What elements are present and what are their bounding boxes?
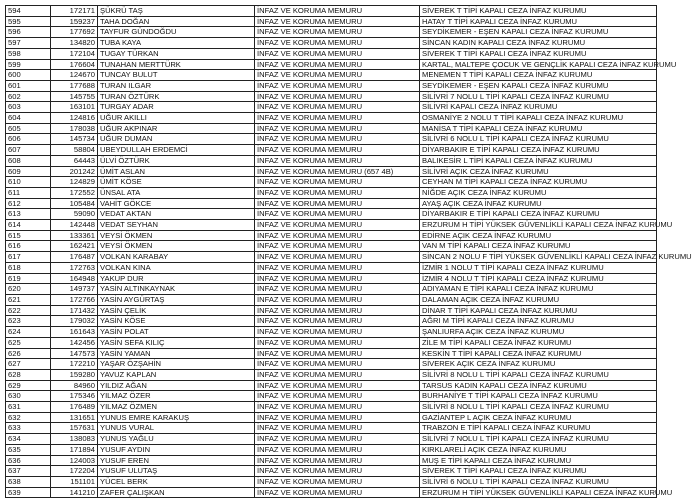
job-title-cell: İNFAZ VE KORUMA MEMURU — [255, 423, 420, 434]
institution-cell: SİVEREK T TİPİ KAPALI CEZA İNFAZ KURUMU — [420, 466, 657, 477]
institution-cell: SİLİVRİ 8 NOLU L TİPİ KAPALI CEZA İNFAZ KURUMU — [420, 402, 657, 413]
full-name-cell: VOLKAN KARABAY — [98, 252, 255, 263]
institution-cell: DİYARBAKIR E TİPİ KAPALI CEZA İNFAZ KURUMU — [420, 145, 657, 156]
job-title-cell: İNFAZ VE KORUMA MEMURU — [255, 155, 420, 166]
registry-number-cell: 172171 — [51, 6, 98, 17]
table-row — [6, 16, 657, 27]
registry-number-cell: 164948 — [51, 273, 98, 284]
institution-cell: NİĞDE AÇIK CEZA İNFAZ KURUMU — [420, 187, 657, 198]
job-title-cell: İNFAZ VE KORUMA MEMURU — [255, 380, 420, 391]
full-name-cell: YUSUF EREN — [98, 455, 255, 466]
job-title-cell: İNFAZ VE KORUMA MEMURU — [255, 16, 420, 27]
registry-number-cell: 145755 — [51, 91, 98, 102]
full-name-cell: VEDAT AKTAN — [98, 209, 255, 220]
registry-number-cell: 124829 — [51, 177, 98, 188]
row-number-cell: 601 — [6, 80, 51, 91]
job-title-cell: İNFAZ VE KORUMA MEMURU — [255, 48, 420, 59]
registry-number-cell: 176604 — [51, 59, 98, 70]
personnel-table — [5, 5, 692, 498]
registry-number-cell: 175346 — [51, 391, 98, 402]
full-name-cell: UĞUR AKILLI — [98, 113, 255, 124]
institution-cell: AĞRI M TİPİ KAPALI CEZA İNFAZ KURUMU — [420, 316, 657, 327]
job-title-cell: İNFAZ VE KORUMA MEMURU — [255, 145, 420, 156]
row-number-cell: 607 — [6, 145, 51, 156]
registry-number-cell: 147573 — [51, 348, 98, 359]
table-row — [6, 327, 657, 338]
table-row — [6, 38, 657, 49]
registry-number-cell: 201242 — [51, 166, 98, 177]
table-row — [6, 48, 657, 59]
institution-cell: TRABZON E TİPİ KAPALI CEZA İNFAZ KURUMU — [420, 423, 657, 434]
institution-cell: SEYDİKEMER - EŞEN KAPALI CEZA İNFAZ KURUMU — [420, 80, 657, 91]
row-number-cell: 623 — [6, 316, 51, 327]
full-name-cell: YAKUP DUR — [98, 273, 255, 284]
row-number-cell: 608 — [6, 155, 51, 166]
row-number-cell: 639 — [6, 487, 51, 498]
row-number-cell: 628 — [6, 369, 51, 380]
registry-number-cell: 133361 — [51, 230, 98, 241]
job-title-cell: İNFAZ VE KORUMA MEMURU — [255, 220, 420, 231]
job-title-cell: İNFAZ VE KORUMA MEMURU — [255, 177, 420, 188]
job-title-cell: İNFAZ VE KORUMA MEMURU — [255, 359, 420, 370]
job-title-cell: İNFAZ VE KORUMA MEMURU — [255, 241, 420, 252]
job-title-cell: İNFAZ VE KORUMA MEMURU — [255, 252, 420, 263]
registry-number-cell: 142456 — [51, 337, 98, 348]
document-page — [5, 5, 692, 498]
row-number-cell: 594 — [6, 6, 51, 17]
table-row — [6, 113, 657, 124]
row-number-cell: 630 — [6, 391, 51, 402]
table-row — [6, 198, 657, 209]
row-number-cell: 620 — [6, 284, 51, 295]
job-title-cell: İNFAZ VE KORUMA MEMURU — [255, 80, 420, 91]
job-title-cell: İNFAZ VE KORUMA MEMURU (657 4B) — [255, 166, 420, 177]
institution-cell: SİLİVRİ AÇIK CEZA İNFAZ KURUMU — [420, 166, 657, 177]
institution-cell: SİLİVRİ 7 NOLU L TİPİ KAPALI CEZA İNFAZ KURUMU — [420, 434, 657, 445]
table-row — [6, 476, 657, 487]
job-title-cell: İNFAZ VE KORUMA MEMURU — [255, 434, 420, 445]
registry-number-cell: 58804 — [51, 145, 98, 156]
row-number-cell: 631 — [6, 402, 51, 413]
full-name-cell: YUSUF AYDIN — [98, 444, 255, 455]
row-number-cell: 604 — [6, 113, 51, 124]
job-title-cell: İNFAZ VE KORUMA MEMURU — [255, 476, 420, 487]
institution-cell: SEYDİKEMER - EŞEN KAPALI CEZA İNFAZ KURUMU — [420, 27, 657, 38]
table-row — [6, 423, 657, 434]
table-row — [6, 402, 657, 413]
registry-number-cell: 177688 — [51, 80, 98, 91]
job-title-cell: İNFAZ VE KORUMA MEMURU — [255, 262, 420, 273]
institution-cell: VAN M TİPİ KAPALI CEZA İNFAZ KURUMU — [420, 241, 657, 252]
row-number-cell: 632 — [6, 412, 51, 423]
job-title-cell: İNFAZ VE KORUMA MEMURU — [255, 391, 420, 402]
full-name-cell: YAŞAR ÖZŞAHİN — [98, 359, 255, 370]
institution-cell: SİLİVRİ 6 NOLU L TİPİ KAPALI CEZA İNFAZ KURUMU — [420, 134, 657, 145]
full-name-cell: VOLKAN KINA — [98, 262, 255, 273]
registry-number-cell: 64443 — [51, 155, 98, 166]
job-title-cell: İNFAZ VE KORUMA MEMURU — [255, 294, 420, 305]
row-number-cell: 612 — [6, 198, 51, 209]
full-name-cell: YASİN POLAT — [98, 327, 255, 338]
row-number-cell: 597 — [6, 38, 51, 49]
full-name-cell: YILMAZ ÖZMEN — [98, 402, 255, 413]
registry-number-cell: 171432 — [51, 305, 98, 316]
table-row — [6, 252, 657, 263]
row-number-cell: 616 — [6, 241, 51, 252]
row-number-cell: 635 — [6, 444, 51, 455]
job-title-cell: İNFAZ VE KORUMA MEMURU — [255, 102, 420, 113]
registry-number-cell: 172766 — [51, 294, 98, 305]
registry-number-cell: 159280 — [51, 369, 98, 380]
registry-number-cell: 176489 — [51, 402, 98, 413]
row-number-cell: 634 — [6, 434, 51, 445]
full-name-cell: YUNUS EMRE KARAKUŞ — [98, 412, 255, 423]
row-number-cell: 596 — [6, 27, 51, 38]
job-title-cell: İNFAZ VE KORUMA MEMURU — [255, 134, 420, 145]
full-name-cell: ÜLVİ ÖZTÜRK — [98, 155, 255, 166]
job-title-cell: İNFAZ VE KORUMA MEMURU — [255, 187, 420, 198]
job-title-cell: İNFAZ VE KORUMA MEMURU — [255, 455, 420, 466]
full-name-cell: YILMAZ ÖZER — [98, 391, 255, 402]
institution-cell: SİNCAN KADIN KAPALI CEZA İNFAZ KURUMU — [420, 38, 657, 49]
row-number-cell: 609 — [6, 166, 51, 177]
job-title-cell: İNFAZ VE KORUMA MEMURU — [255, 91, 420, 102]
full-name-cell: VAHİT GÖKCE — [98, 198, 255, 209]
table-row — [6, 359, 657, 370]
table-row — [6, 59, 657, 70]
job-title-cell: İNFAZ VE KORUMA MEMURU — [255, 284, 420, 295]
job-title-cell: İNFAZ VE KORUMA MEMURU — [255, 327, 420, 338]
registry-number-cell: 59090 — [51, 209, 98, 220]
full-name-cell: YASİN ALTINKAYNAK — [98, 284, 255, 295]
full-name-cell: VEYSİ ÖKMEN — [98, 241, 255, 252]
row-number-cell: 611 — [6, 187, 51, 198]
full-name-cell: TUBA KAYA — [98, 38, 255, 49]
registry-number-cell: 177692 — [51, 27, 98, 38]
institution-cell: KARTAL, MALTEPE ÇOCUK VE GENÇLİK KAPALI CEZA İNFAZ KURUMU — [420, 59, 657, 70]
registry-number-cell: 179032 — [51, 316, 98, 327]
row-number-cell: 636 — [6, 455, 51, 466]
institution-cell: SİLİVRİ 6 NOLU L TİPİ KAPALI CEZA İNFAZ KURUMU — [420, 476, 657, 487]
registry-number-cell: 176487 — [51, 252, 98, 263]
table-row — [6, 487, 657, 498]
job-title-cell: İNFAZ VE KORUMA MEMURU — [255, 113, 420, 124]
registry-number-cell: 124003 — [51, 455, 98, 466]
full-name-cell: ÜNSAL ATA — [98, 187, 255, 198]
institution-cell: EDİRNE AÇIK CEZA İNFAZ KURUMU — [420, 230, 657, 241]
row-number-cell: 618 — [6, 262, 51, 273]
row-number-cell: 617 — [6, 252, 51, 263]
table-row — [6, 294, 657, 305]
job-title-cell: İNFAZ VE KORUMA MEMURU — [255, 59, 420, 70]
institution-cell: KIRKLARELİ AÇIK CEZA İNFAZ KURUMU — [420, 444, 657, 455]
row-number-cell: 603 — [6, 102, 51, 113]
row-number-cell: 602 — [6, 91, 51, 102]
row-number-cell: 626 — [6, 348, 51, 359]
table-row — [6, 70, 657, 81]
institution-cell: OSMANİYE 2 NOLU T TİPİ KAPALI CEZA İNFAZ KURUMU — [420, 113, 657, 124]
row-number-cell: 633 — [6, 423, 51, 434]
institution-cell: SİVEREK T TİPİ KAPALI CEZA İNFAZ KURUMU — [420, 6, 657, 17]
institution-cell: BURHANİYE T TİPİ KAPALI CEZA İNFAZ KURUMU — [420, 391, 657, 402]
table-row — [6, 273, 657, 284]
institution-cell: ZİLE M TİPİ KAPALI CEZA İNFAZ KURUMU — [420, 337, 657, 348]
registry-number-cell: 172210 — [51, 359, 98, 370]
table-row — [6, 412, 657, 423]
row-number-cell: 599 — [6, 59, 51, 70]
full-name-cell: UĞUR AKPINAR — [98, 123, 255, 134]
row-number-cell: 606 — [6, 134, 51, 145]
full-name-cell: YASİN ÇELİK — [98, 305, 255, 316]
row-number-cell: 600 — [6, 70, 51, 81]
registry-number-cell: 172204 — [51, 466, 98, 477]
full-name-cell: VEDAT SEYHAN — [98, 220, 255, 231]
full-name-cell: ZAFER ÇALIŞKAN — [98, 487, 255, 498]
row-number-cell: 624 — [6, 327, 51, 338]
table-row — [6, 145, 657, 156]
institution-cell: İZMİR 1 NOLU T TİPİ KAPALI CEZA İNFAZ KURUMU — [420, 262, 657, 273]
institution-cell: DALAMAN AÇIK CEZA İNFAZ KURUMU — [420, 294, 657, 305]
row-number-cell: 625 — [6, 337, 51, 348]
full-name-cell: TUNAHAN MERTTÜRK — [98, 59, 255, 70]
registry-number-cell: 163101 — [51, 102, 98, 113]
full-name-cell: ŞÜKRÜ TAŞ — [98, 6, 255, 17]
table-row — [6, 230, 657, 241]
registry-number-cell: 131651 — [51, 412, 98, 423]
institution-cell: ERZURUM H TİPİ YÜKSEK GÜVENLİKLİ KAPALI CEZA İNFAZ KURUMU — [420, 220, 657, 231]
table-row — [6, 241, 657, 252]
table-row — [6, 305, 657, 316]
full-name-cell: YUSUF ULUTAŞ — [98, 466, 255, 477]
registry-number-cell: 162421 — [51, 241, 98, 252]
job-title-cell: İNFAZ VE KORUMA MEMURU — [255, 402, 420, 413]
full-name-cell: TURGAY ADAR — [98, 102, 255, 113]
table-row — [6, 337, 657, 348]
row-number-cell: 621 — [6, 294, 51, 305]
full-name-cell: UĞUR DUMAN — [98, 134, 255, 145]
row-number-cell: 637 — [6, 466, 51, 477]
registry-number-cell: 171894 — [51, 444, 98, 455]
job-title-cell: İNFAZ VE KORUMA MEMURU — [255, 487, 420, 498]
table-row — [6, 284, 657, 295]
institution-cell: SİLİVRİ KAPALI CEZA İNFAZ KURUMU — [420, 102, 657, 113]
row-number-cell: 595 — [6, 16, 51, 27]
full-name-cell: UBEYDULLAH ERDEMCİ — [98, 145, 255, 156]
institution-cell: ADIYAMAN E TİPİ KAPALI CEZA İNFAZ KURUMU — [420, 284, 657, 295]
table-row — [6, 123, 657, 134]
full-name-cell: ÜMİT ASLAN — [98, 166, 255, 177]
table-row — [6, 380, 657, 391]
table-row — [6, 6, 657, 17]
table-row — [6, 209, 657, 220]
job-title-cell: İNFAZ VE KORUMA MEMURU — [255, 444, 420, 455]
full-name-cell: TURAN ÖZTÜRK — [98, 91, 255, 102]
personnel-table-body — [6, 6, 692, 498]
institution-cell: MENEMEN T TİPİ KAPALI CEZA İNFAZ KURUMU — [420, 70, 657, 81]
full-name-cell: YÜCEL BERK — [98, 476, 255, 487]
institution-cell: İZMİR 4 NOLU T TİPİ KAPALI CEZA İNFAZ KURUMU — [420, 273, 657, 284]
institution-cell: SİLİVRİ 7 NOLU L TİPİ KAPALI CEZA İNFAZ KURUMU — [420, 91, 657, 102]
institution-cell: SİNCAN 2 NOLU F TİPİ YÜKSEK GÜVENLİKLİ KAPALI CEZA İNFAZ KURUMU — [420, 252, 657, 263]
institution-cell: DİYARBAKIR E TİPİ KAPALI CEZA İNFAZ KURUMU — [420, 209, 657, 220]
full-name-cell: YUNUS YAĞLU — [98, 434, 255, 445]
full-name-cell: TURAN ILGAR — [98, 80, 255, 91]
job-title-cell: İNFAZ VE KORUMA MEMURU — [255, 337, 420, 348]
row-number-cell: 605 — [6, 123, 51, 134]
institution-cell: ŞANLIURFA AÇIK CEZA İNFAZ KURUMU — [420, 327, 657, 338]
full-name-cell: TAYFUR GÜNDOĞDU — [98, 27, 255, 38]
registry-number-cell: 141210 — [51, 487, 98, 498]
full-name-cell: YASİN AYGÜRTAŞ — [98, 294, 255, 305]
table-row — [6, 134, 657, 145]
full-name-cell: YASİN YAMAN — [98, 348, 255, 359]
job-title-cell: İNFAZ VE KORUMA MEMURU — [255, 27, 420, 38]
table-row — [6, 220, 657, 231]
registry-number-cell: 124670 — [51, 70, 98, 81]
job-title-cell: İNFAZ VE KORUMA MEMURU — [255, 230, 420, 241]
row-number-cell: 619 — [6, 273, 51, 284]
institution-cell: AYAŞ AÇIK CEZA İNFAZ KURUMU — [420, 198, 657, 209]
row-number-cell: 598 — [6, 48, 51, 59]
registry-number-cell: 138083 — [51, 434, 98, 445]
row-number-cell: 638 — [6, 476, 51, 487]
table-row — [6, 444, 657, 455]
table-row — [6, 91, 657, 102]
registry-number-cell: 142448 — [51, 220, 98, 231]
institution-cell: SİVEREK AÇIK CEZA İNFAZ KURUMU — [420, 359, 657, 370]
registry-number-cell: 124816 — [51, 113, 98, 124]
registry-number-cell: 151101 — [51, 476, 98, 487]
full-name-cell: YASİN KÖSE — [98, 316, 255, 327]
table-row — [6, 434, 657, 445]
job-title-cell: İNFAZ VE KORUMA MEMURU — [255, 70, 420, 81]
table-row — [6, 455, 657, 466]
institution-cell: SİLİVRİ 8 NOLU L TİPİ KAPALI CEZA İNFAZ KURUMU — [420, 369, 657, 380]
table-row — [6, 177, 657, 188]
job-title-cell: İNFAZ VE KORUMA MEMURU — [255, 348, 420, 359]
registry-number-cell: 105484 — [51, 198, 98, 209]
table-row — [6, 466, 657, 477]
institution-cell: HATAY T TİPİ KAPALI CEZA İNFAZ KURUMU — [420, 16, 657, 27]
full-name-cell: YILDIZ AĞAN — [98, 380, 255, 391]
registry-number-cell: 161643 — [51, 327, 98, 338]
registry-number-cell: 172763 — [51, 262, 98, 273]
institution-cell: SİVEREK T TİPİ KAPALI CEZA İNFAZ KURUMU — [420, 48, 657, 59]
table-row — [6, 369, 657, 380]
job-title-cell: İNFAZ VE KORUMA MEMURU — [255, 38, 420, 49]
registry-number-cell: 134820 — [51, 38, 98, 49]
institution-cell: ERZURUM H TİPİ YÜKSEK GÜVENLİKLİ KAPALI CEZA İNFAZ KURUMU — [420, 487, 657, 498]
job-title-cell: İNFAZ VE KORUMA MEMURU — [255, 6, 420, 17]
registry-number-cell: 157631 — [51, 423, 98, 434]
row-number-cell: 610 — [6, 177, 51, 188]
row-number-cell: 627 — [6, 359, 51, 370]
institution-cell: MUŞ E TİPİ KAPALI CEZA İNFAZ KURUMU — [420, 455, 657, 466]
registry-number-cell: 84960 — [51, 380, 98, 391]
job-title-cell: İNFAZ VE KORUMA MEMURU — [255, 412, 420, 423]
institution-cell: GAZİANTEP L AÇIK CEZA İNFAZ KURUMU — [420, 412, 657, 423]
table-row — [6, 166, 657, 177]
registry-number-cell: 159237 — [51, 16, 98, 27]
job-title-cell: İNFAZ VE KORUMA MEMURU — [255, 305, 420, 316]
registry-number-cell: 149737 — [51, 284, 98, 295]
registry-number-cell: 172552 — [51, 187, 98, 198]
row-number-cell: 615 — [6, 230, 51, 241]
institution-cell: BALIKESİR L TİPİ KAPALI CEZA İNFAZ KURUMU — [420, 155, 657, 166]
institution-cell: DİNAR T TİPİ KAPALI CEZA İNFAZ KURUMU — [420, 305, 657, 316]
table-row — [6, 316, 657, 327]
table-row — [6, 80, 657, 91]
row-number-cell: 629 — [6, 380, 51, 391]
full-name-cell: YAVUZ KAPLAN — [98, 369, 255, 380]
registry-number-cell: 145734 — [51, 134, 98, 145]
job-title-cell: İNFAZ VE KORUMA MEMURU — [255, 273, 420, 284]
job-title-cell: İNFAZ VE KORUMA MEMURU — [255, 316, 420, 327]
job-title-cell: İNFAZ VE KORUMA MEMURU — [255, 123, 420, 134]
full-name-cell: TAHA DOĞAN — [98, 16, 255, 27]
full-name-cell: VEYSİ ÖKMEN — [98, 230, 255, 241]
full-name-cell: TUGAY TÜRKAN — [98, 48, 255, 59]
table-row — [6, 102, 657, 113]
table-row — [6, 391, 657, 402]
registry-number-cell: 172104 — [51, 48, 98, 59]
full-name-cell: YUNUS VURAL — [98, 423, 255, 434]
table-row — [6, 262, 657, 273]
table-row — [6, 27, 657, 38]
table-row — [6, 187, 657, 198]
institution-cell: KESKİN T TİPİ KAPALI CEZA İNFAZ KURUMU — [420, 348, 657, 359]
institution-cell: CEYHAN M TİPİ KAPALI CEZA İNFAZ KURUMU — [420, 177, 657, 188]
job-title-cell: İNFAZ VE KORUMA MEMURU — [255, 466, 420, 477]
full-name-cell: ÜMİT KÖSE — [98, 177, 255, 188]
row-number-cell: 622 — [6, 305, 51, 316]
job-title-cell: İNFAZ VE KORUMA MEMURU — [255, 198, 420, 209]
institution-cell: TARSUS KADIN KAPALI CEZA İNFAZ KURUMU — [420, 380, 657, 391]
registry-number-cell: 178038 — [51, 123, 98, 134]
institution-cell: MANİSA T TİPİ KAPALI CEZA İNFAZ KURUMU — [420, 123, 657, 134]
full-name-cell: YASİN SEFA KILIÇ — [98, 337, 255, 348]
row-number-cell: 614 — [6, 220, 51, 231]
job-title-cell: İNFAZ VE KORUMA MEMURU — [255, 209, 420, 220]
table-row — [6, 348, 657, 359]
table-row — [6, 155, 657, 166]
job-title-cell: İNFAZ VE KORUMA MEMURU — [255, 369, 420, 380]
full-name-cell: TUNCAY BULUT — [98, 70, 255, 81]
row-number-cell: 613 — [6, 209, 51, 220]
